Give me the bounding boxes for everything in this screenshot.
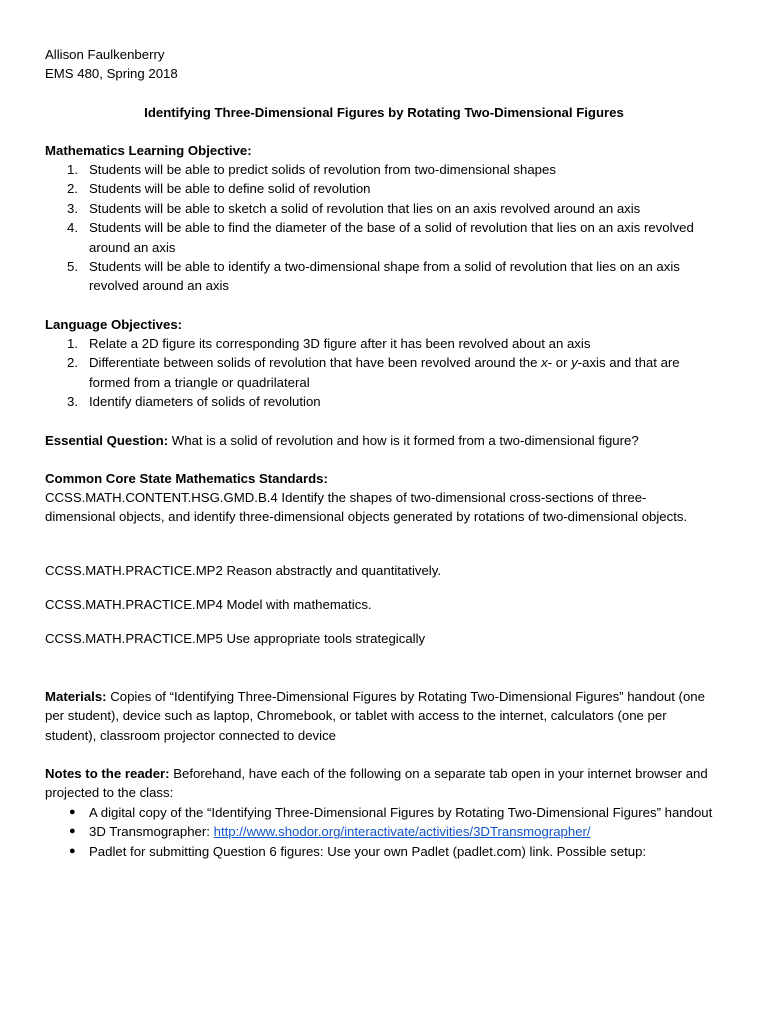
bullet-icon: ●	[69, 806, 76, 818]
list-item: 5. Students will be able to identify a two-dimensional shape from a solid of revolution that lies on an axis revolved around an axis	[67, 259, 680, 294]
list-item: 2. Students will be able to define solid of revolution	[67, 181, 371, 197]
list-item: 1. Students will be able to predict solids of revolution from two-dimensional shapes	[67, 162, 556, 177]
list-item: ● 3D Transmographer: http://www.shodor.org/interactivate/activities/3DTransmographer/	[45, 822, 715, 841]
standard-mp2: CCSS.MATH.PRACTICE.MP2 Reason abstractly and quantitatively.	[45, 563, 442, 578]
materials-label: Materials:	[45, 689, 107, 704]
materials-text: Copies of “Identifying Three-Dimensional Figures by Rotating Two-Dimensional Figures” handout (one per student), device such as laptop, Chromebook, or tablet with access to the internet, calculators (one per student), classroom projector connected to device	[45, 689, 705, 743]
list-item: 2. Differentiate between solids of revolution that have been revolved around the x- or y-axis and that are formed from a triangle or quadrilateral	[67, 355, 680, 390]
math-objective-heading: Mathematics Learning Objective:	[45, 143, 252, 158]
list-item: 1. Relate a 2D figure its corresponding 3D figure after it has been revolved about an axis	[67, 336, 591, 351]
transmographer-link[interactable]: http://www.shodor.org/interactivate/activities/3DTransmographer/	[213, 824, 591, 840]
list-item: 4. Students will be able to find the diameter of the base of a solid of revolution that lies on an axis revolved around an axis	[67, 220, 694, 255]
math-objective-list	[45, 160, 715, 296]
essential-question-text: What is a solid of revolution and how is it formed from a two-dimensional figure?	[168, 433, 639, 448]
document-title: Identifying Three-Dimensional Figures by Rotating Two-Dimensional Figures	[144, 105, 624, 120]
language-objectives-heading: Language Objectives:	[45, 317, 183, 332]
standard-mp5: CCSS.MATH.PRACTICE.MP5 Use appropriate tools strategically	[45, 631, 426, 646]
essential-question-label: Essential Question:	[45, 433, 169, 448]
bullet-icon: ●	[69, 825, 76, 838]
notes-paragraph	[45, 764, 715, 803]
notes-text: Beforehand, have each of the following on a separate tab open in your internet browser and projected to the class:	[45, 766, 708, 801]
author-name: Allison Faulkenberry	[45, 47, 165, 62]
essential-question	[45, 431, 715, 450]
standards-heading: Common Core State Mathematics Standards:	[45, 471, 328, 486]
list-item: 3. Students will be able to sketch a solid of revolution that lies on an axis revolved around an axis	[67, 200, 641, 216]
list-item: ● A digital copy of the “Identifying Three-Dimensional Figures by Rotating Two-Dimensional Figures” handout	[45, 803, 715, 822]
language-objectives-list	[45, 334, 715, 412]
bullet-icon: ●	[69, 844, 76, 857]
standard-mp4: CCSS.MATH.PRACTICE.MP4 Model with mathematics.	[45, 597, 372, 612]
list-item: 3. Identify diameters of solids of revolution	[67, 394, 321, 410]
course-info: EMS 480, Spring 2018	[45, 66, 178, 81]
notes-bullet-list	[45, 803, 715, 861]
materials-paragraph	[45, 687, 715, 745]
notes-label: Notes to the reader:	[45, 766, 170, 781]
standard-gmd: CCSS.MATH.CONTENT.HSG.GMD.B.4 Identify the shapes of two-dimensional cross-sections of three-dimensional objects, and identify three-dimensional objects generated by rotations of two-dimensional objects.	[45, 490, 688, 525]
list-item: ● Padlet for submitting Question 6 figures: Use your own Padlet (padlet.com) link. Possible setup:	[45, 842, 715, 861]
